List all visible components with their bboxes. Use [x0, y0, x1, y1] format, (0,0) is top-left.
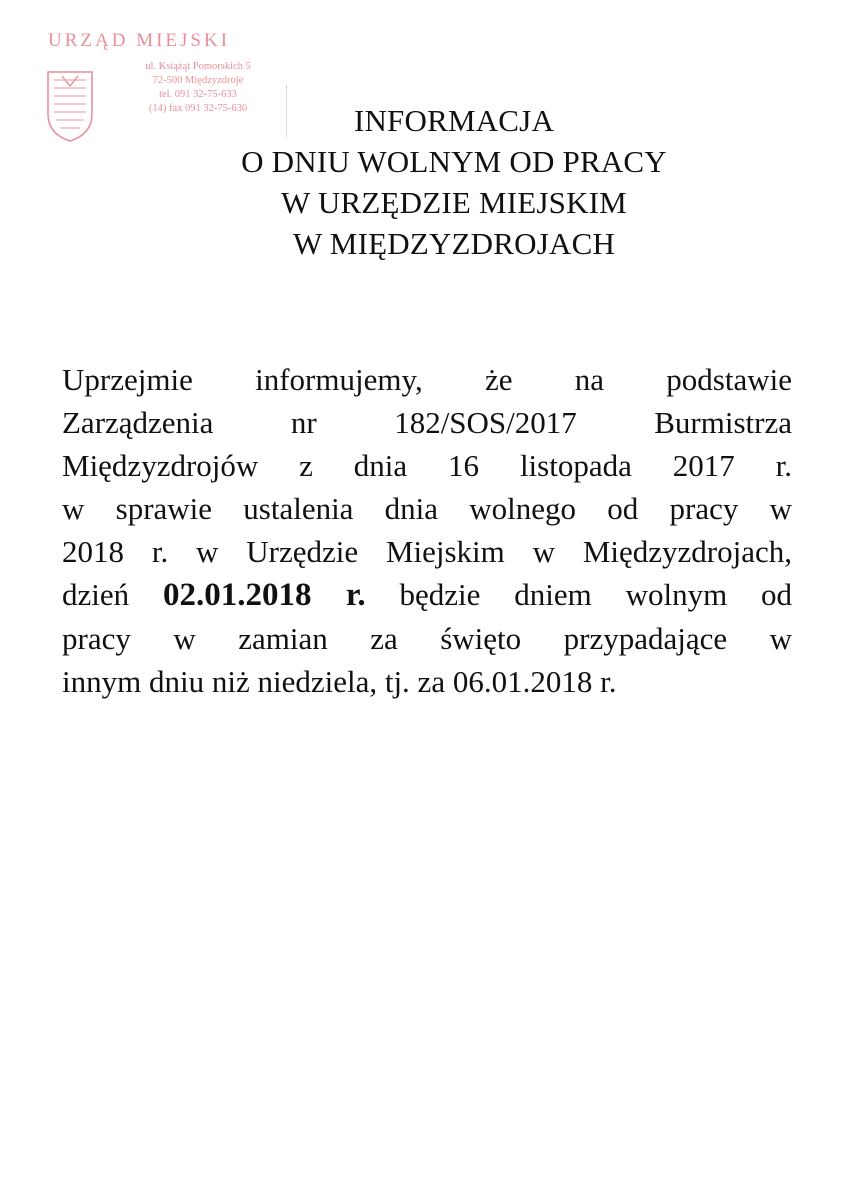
- body-line-3: Międzyzdrojów z dnia 16 listopada 2017 r.: [62, 448, 792, 483]
- heading-line-3: W URZĘDZIE MIEJSKIM: [281, 185, 627, 220]
- body-line-8: innym dniu niż niedziela, tj. za 06.01.2018 r.: [62, 664, 617, 699]
- body-line-6-start: dzień: [62, 577, 130, 612]
- body-line-2: Zarządzenia nr 182/SOS/2017 Burmistrza: [62, 405, 792, 440]
- body-line-6: [62, 573, 792, 617]
- document-heading: [140, 100, 768, 264]
- announcement-body: [62, 358, 792, 703]
- stamp-city: 72-500 Międzyzdroje: [152, 75, 244, 86]
- body-line-5: 2018 r. w Urzędzie Miejskim w Międzyzdrojach,: [62, 534, 792, 569]
- stamp-fax: (14) fax 091 32-75-630: [148, 103, 248, 114]
- body-line-4: w sprawie ustalenia dnia wolnego od pracy w: [62, 491, 792, 526]
- body-line-6-end: będzie dniem wolnym od: [399, 577, 792, 612]
- stamp-title: URZĄD MIEJSKI: [48, 30, 231, 51]
- stamp-phone: tel. 091 32-75-633: [159, 89, 237, 100]
- body-line-1: Uprzejmie informujemy, że na podstawie: [62, 362, 792, 397]
- heading-line-4: W MIĘDZYZDROJACH: [292, 226, 616, 261]
- coat-of-arms-icon: [44, 68, 96, 144]
- heading-line-1: INFORMACJA: [353, 103, 555, 138]
- day-off-date: 02.01.2018 r.: [162, 577, 366, 613]
- heading-line-2: O DNIU WOLNYM OD PRACY: [241, 144, 667, 179]
- stamp-street: ul. Książąt Pomorskich 5: [145, 61, 251, 72]
- body-line-7: pracy w zamian za święto przypadające w: [62, 621, 792, 656]
